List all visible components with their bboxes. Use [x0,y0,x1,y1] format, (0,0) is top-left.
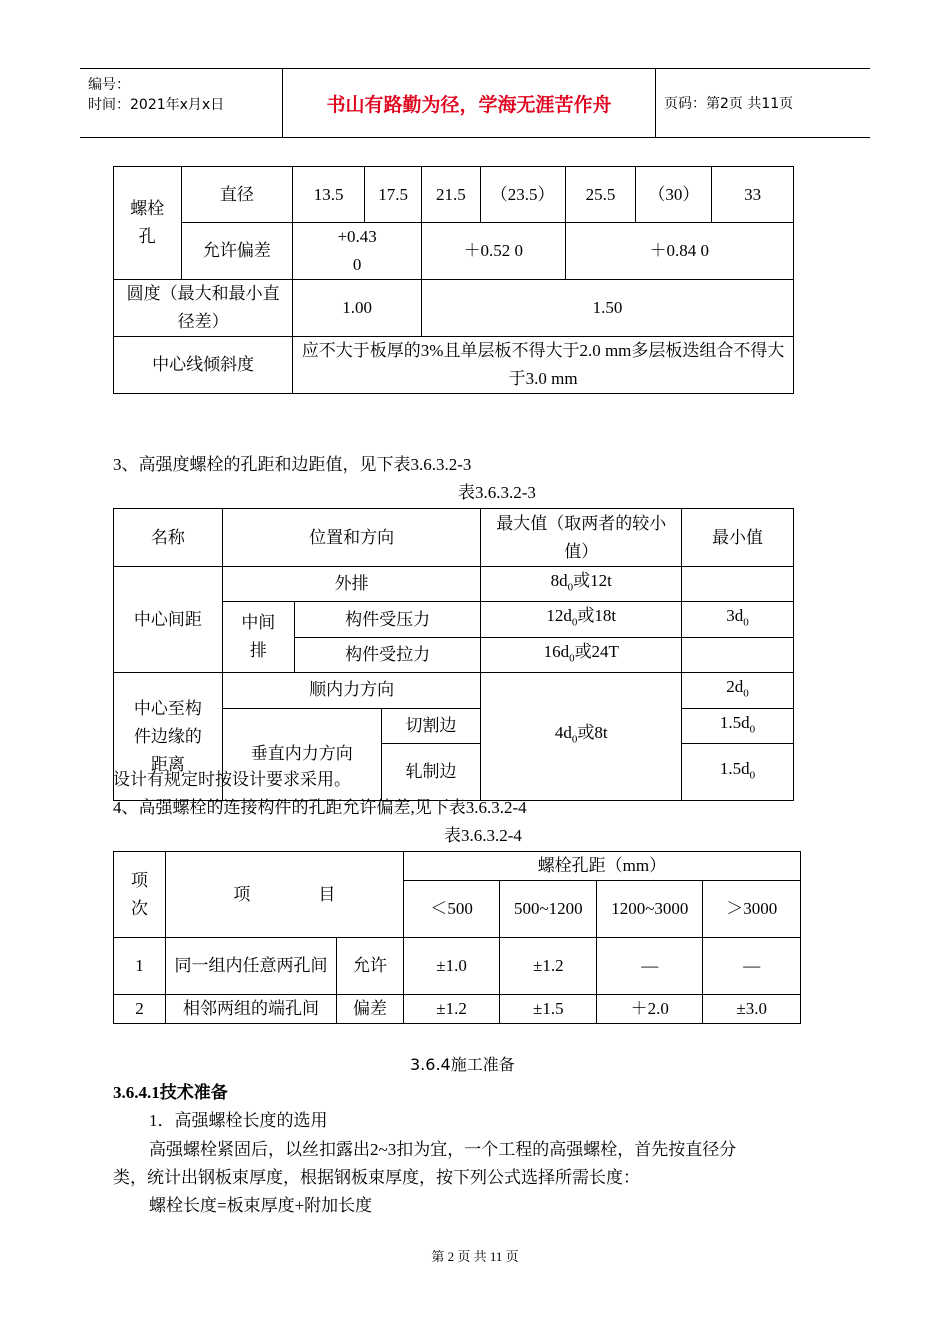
diameter-label: 直径 [181,167,293,223]
diameter-cell: 33 [712,167,794,223]
formula: 螺栓长度=板束厚度+附加长度 [149,1196,373,1215]
para-line2: 类，统计出钢板束厚度，根据钢板束厚度，按下列公式选择所需长度： [113,1168,640,1187]
row2-val: ±3.0 [703,995,801,1024]
h-pos: 位置和方向 [222,509,481,567]
hole-deviation-table [113,851,801,1024]
diameter-cell: 25.5 [565,167,636,223]
perp: 垂直内力方向 [222,708,381,800]
cut: 切割边 [381,708,481,743]
col-head: ＜500 [403,881,500,938]
col-head: 1200~3000 [597,881,703,938]
design-note: 设计有规定时按设计要求采用。 [113,770,351,789]
roundness-val: 1.00 [293,280,422,337]
diameter-cell: （23.5） [480,167,565,223]
table2-caption: 表3.6.3.2-3 [458,483,536,502]
h-item: 项 目 [165,852,403,938]
min-3d: $3d_0$ [682,602,794,637]
press: 构件受压力 [294,602,481,637]
h-spacing: 螺栓孔距（mm） [403,852,800,881]
h-max: 最大值（取两者的较小值） [481,509,682,567]
row2-val: ＋2.0 [597,995,703,1024]
time-label: 时间：2021年x月x日 [88,97,225,113]
center-tilt-label: 中心线倾斜度 [114,337,293,394]
row1-item: 同一组内任意两孔间 [165,938,336,995]
tension-min [682,637,794,672]
h-name: 名称 [114,509,223,567]
dev-cell: +0.43 0 [293,223,422,280]
rolled: 轧制边 [381,743,481,800]
allowed-dev-label: 允许偏差 [181,223,293,280]
col-head: ＞3000 [703,881,801,938]
table3-caption: 表3.6.3.2-4 [444,826,522,845]
min-15a: $1.5d_0$ [682,708,794,743]
min-2d: $2d_0$ [682,673,794,708]
page-header [80,68,870,138]
row1-no: 1 [114,938,166,995]
number-label: 编号： [88,77,130,93]
tension: 构件受拉力 [294,637,481,672]
h-no: 项次 [114,852,166,938]
header-left [88,75,224,115]
row1-val: ±1.2 [500,938,597,995]
dev-cell: ＋0.84 0 [565,223,793,280]
section-title: 3.6.4施工准备 [410,1055,515,1074]
row2-type: 偏差 [337,995,404,1024]
press-max: $12d_0$或18t [481,602,682,637]
diameter-cell: 17.5 [365,167,422,223]
row1-val: — [597,938,703,995]
center-dist: 中心间距 [114,567,223,673]
middle: 中间排 [222,602,294,673]
page-footer: 第 2 页 共 11 页 [431,1249,519,1264]
row1-type: 允许 [337,938,404,995]
h-min: 最小值 [682,509,794,567]
diameter-cell: 21.5 [422,167,481,223]
section4-heading: 4、高强螺栓的连接构件的孔距允许偏差,见下表3.6.3.2-4 [113,798,527,817]
roundness-val: 1.50 [422,280,794,337]
center-tilt-val: 应不大于板厚的3%且单层板不得大于2.0 mm多层板迭组合不得大于3.0 mm [293,337,794,394]
row2-no: 2 [114,995,166,1024]
along: 顺内力方向 [222,673,481,708]
roundness-label: 圆度（最大和最小直径差） [114,280,293,337]
header-motto: 书山有路勤为径，学海无涯苦作舟 [282,69,656,137]
row2-val: ±1.5 [500,995,597,1024]
subsection-title: 3.6.4.1技术准备 [113,1083,228,1102]
bolt-hole-table [113,166,794,394]
bolt-hole-label: 螺栓孔 [114,167,182,280]
diameter-cell: 13.5 [293,167,365,223]
item1: 1．高强螺栓长度的选用 [149,1111,328,1130]
row1-val: ±1.0 [403,938,500,995]
edge-max: $4d_0$或8t [481,673,682,801]
tension-max: $16d_0$或24T [481,637,682,672]
row2-item: 相邻两组的端孔间 [165,995,336,1024]
min-15b: $1.5d_0$ [682,743,794,800]
dev-cell: ＋0.52 0 [422,223,566,280]
diameter-cell: （30） [636,167,712,223]
outer: 外排 [222,567,481,602]
outer-max: $8d_0$或12t [481,567,682,602]
row2-val: ±1.2 [403,995,500,1024]
header-page-info: 页码：第2页 共11页 [664,96,794,112]
para-line1: 高强螺栓紧固后，以丝扣露出2~3扣为宜，一个工程的高强螺栓，首先按直径分 [149,1140,737,1159]
col-head: 500~1200 [500,881,597,938]
hole-spacing-table [113,508,794,801]
outer-min [682,567,794,602]
row1-val: — [703,938,801,995]
edge: 中心至构件边缘的距离 [114,673,223,801]
section3-heading: 3、高强度螺栓的孔距和边距值，见下表3.6.3.2-3 [113,455,472,474]
